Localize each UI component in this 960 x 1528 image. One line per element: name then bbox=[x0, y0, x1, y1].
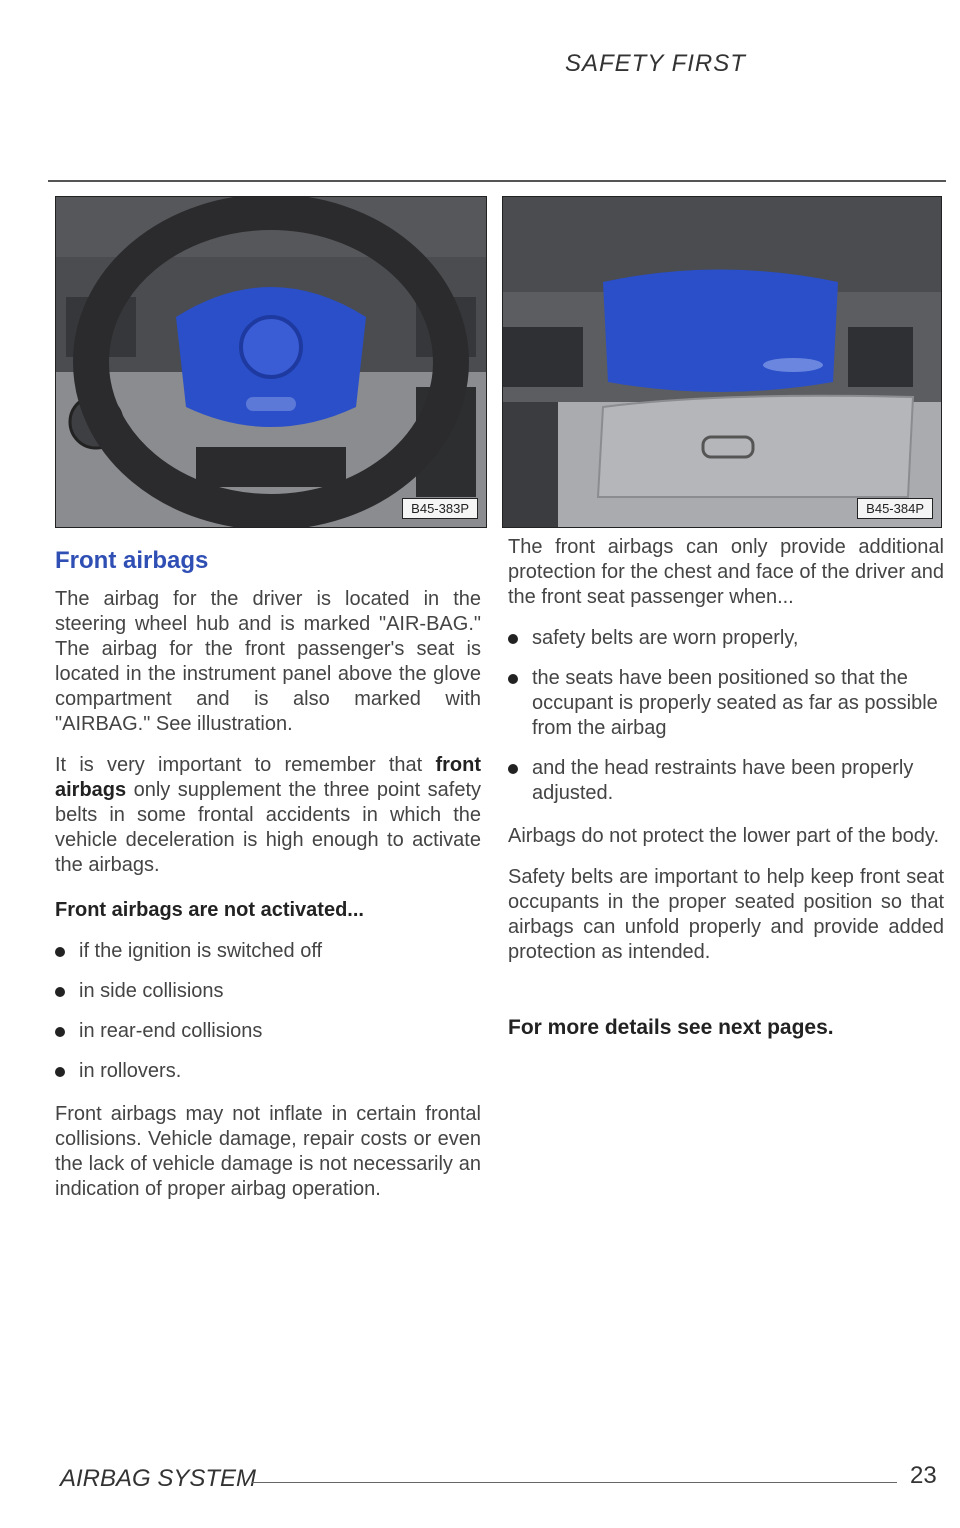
paragraph-airbag-location: The airbag for the driver is located in the steering wheel hub and is marked "AIR-BAG." The airbag for the front passenger's seat is located in the instrument panel above the glove compartment and is also marked with "AIRBAG." See illustration. bbox=[55, 588, 481, 735]
header-divider bbox=[48, 180, 946, 182]
paragraph-safety-belts: Safety belts are important to help keep front seat occupants in the proper seated position so that airbags can unfold properly and provide added protection as intended. bbox=[508, 866, 944, 963]
passenger-airbag-photo bbox=[502, 196, 942, 528]
footer-divider bbox=[252, 1482, 897, 1483]
paragraph-inflation-note: Front airbags may not inflate in certain frontal collisions. Vehicle damage, repair costs or even the lack of vehicle damage is not necessarily an indication of proper airbag operation. bbox=[55, 1103, 481, 1200]
paragraph-supplement bbox=[55, 753, 481, 878]
paragraph-supplement-pre: It is very important to remember that bbox=[55, 754, 436, 776]
list-item: in side collisions bbox=[55, 979, 481, 1004]
figure-code-left: B45-383P bbox=[402, 498, 478, 519]
left-column bbox=[55, 548, 481, 1218]
footer-section-label: AIRBAG SYSTEM bbox=[60, 1465, 257, 1492]
not-activated-list bbox=[55, 939, 481, 1084]
figure-code-right: B45-384P bbox=[857, 498, 933, 519]
right-column bbox=[508, 535, 944, 1040]
subsection-heading: Front airbags are not activated... bbox=[55, 899, 364, 921]
list-item: if the ignition is switched off bbox=[55, 939, 481, 964]
paragraph-protection: The front airbags can only provide additional protection for the chest and face of the driver and the front seat passenger when... bbox=[508, 536, 944, 608]
more-details-note: For more details see next pages. bbox=[508, 1016, 834, 1039]
paragraph-supplement-bold: front airbags bbox=[55, 754, 481, 801]
list-item: and the head restraints have been properly adjusted. bbox=[508, 756, 944, 806]
list-item: in rollovers. bbox=[55, 1059, 481, 1084]
paragraph-supplement-post: only supplement the three point safety belts in some frontal accidents in which the vehicle deceleration is high enough to activate the airbags. bbox=[55, 779, 481, 876]
running-header: SAFETY FIRST bbox=[565, 50, 746, 77]
list-item: the seats have been positioned so that the occupant is properly seated as far as possible from the airbag bbox=[508, 666, 944, 741]
driver-airbag-photo bbox=[55, 196, 487, 528]
conditions-list bbox=[508, 626, 944, 806]
list-item: safety belts are worn properly, bbox=[508, 626, 944, 651]
paragraph-lower-body: Airbags do not protect the lower part of the body. bbox=[508, 825, 939, 847]
list-item: in rear-end collisions bbox=[55, 1019, 481, 1044]
page-number: 23 bbox=[910, 1462, 937, 1489]
section-heading: Front airbags bbox=[55, 547, 209, 574]
